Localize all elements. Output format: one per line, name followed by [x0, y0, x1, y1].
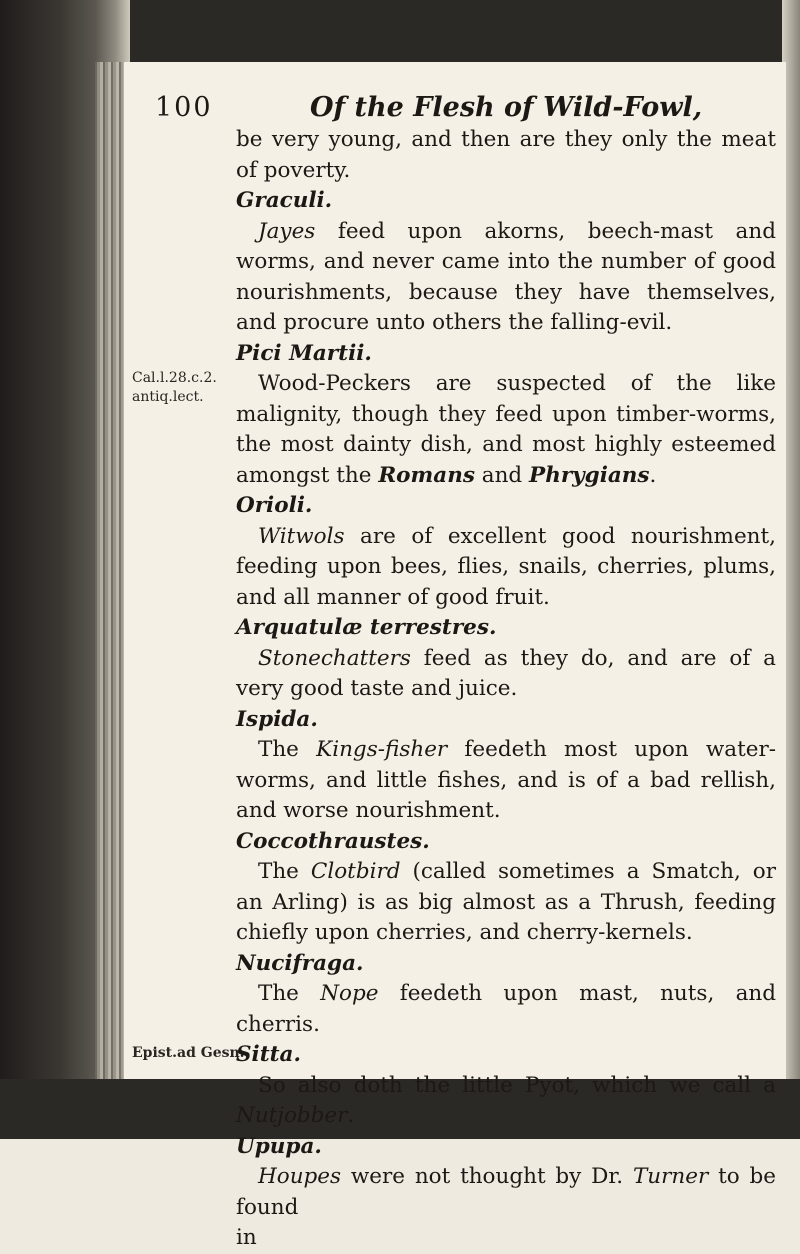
- catchword: in: [236, 1225, 257, 1250]
- paragraph-kings-fisher: The Kings-fisher feedeth most upon water-worms, and little fishes, and is of a bad rellish, and worse nourishment.: [236, 737, 777, 823]
- margin-note-1-line-1: Cal.l.28.c.2.: [132, 370, 217, 386]
- section-heading-ispida: Ispida.: [236, 706, 318, 732]
- section-heading-graculi: Graculi.: [236, 188, 333, 213]
- paragraph-stonechatters: Stonechatters feed as they do, and are of a very good taste and juice.: [236, 645, 776, 701]
- margin-note-1-line-2: antiq.lect.: [132, 389, 204, 405]
- paragraph-continuation: be very young, and then are they only the meat of poverty.: [236, 127, 776, 183]
- section-heading-pici: Pici Martii.: [236, 340, 372, 366]
- book-gutter: [95, 62, 123, 1079]
- margin-note-2: Epist.ad Gesn.: [132, 1045, 245, 1061]
- section-heading-coccothraustes: Coccothraustes.: [236, 828, 430, 854]
- body-text: [236, 125, 776, 1254]
- page-number: 100: [155, 92, 213, 123]
- paragraph-jayes: Jayes feed upon akorns, beech-mast and worms, and never came into the number of good nourishments, because they have themselves, and procure unto others the falling-evil.: [236, 218, 776, 335]
- paragraph-witwols: Witwols are of excellent good nourishment, feeding upon bees, flies, snails, cherries, plums, and all manner of good fruit.: [236, 523, 776, 610]
- paragraph-houpes: Houpes were not thought by Dr. Turner to be found: [236, 1164, 776, 1220]
- section-heading-sitta: Sitta.: [236, 1042, 301, 1067]
- running-head: Of the Flesh of Wild-Fowl,: [310, 92, 703, 123]
- section-heading-orioli: Orioli.: [236, 493, 313, 518]
- margin-note-1: [132, 369, 217, 407]
- paragraph-sitta: So also doth the little Pyot, which we call a Nutjobber.: [236, 1072, 776, 1128]
- paragraph-clotbird: The Clotbird (called sometimes a Smatch, or an Arling) is as big almost as a Thrush, feeding chiefly upon cherries, and cherry-kernels.: [236, 859, 776, 945]
- paragraph-wood-peckers: Wood-Peckers are suspected of the like malignity, though they feed upon timber-worms, the most dainty dish, and most highly esteemed amongst the Romans and Phrygians.: [236, 371, 776, 488]
- section-heading-arquatulae: Arquatulæ terrestres.: [236, 615, 497, 640]
- section-heading-upupa: Upupa.: [236, 1133, 322, 1159]
- paragraph-nope: The Nope feedeth upon mast, nuts, and cherris.: [236, 981, 776, 1037]
- section-heading-nucifraga: Nucifraga.: [236, 950, 364, 976]
